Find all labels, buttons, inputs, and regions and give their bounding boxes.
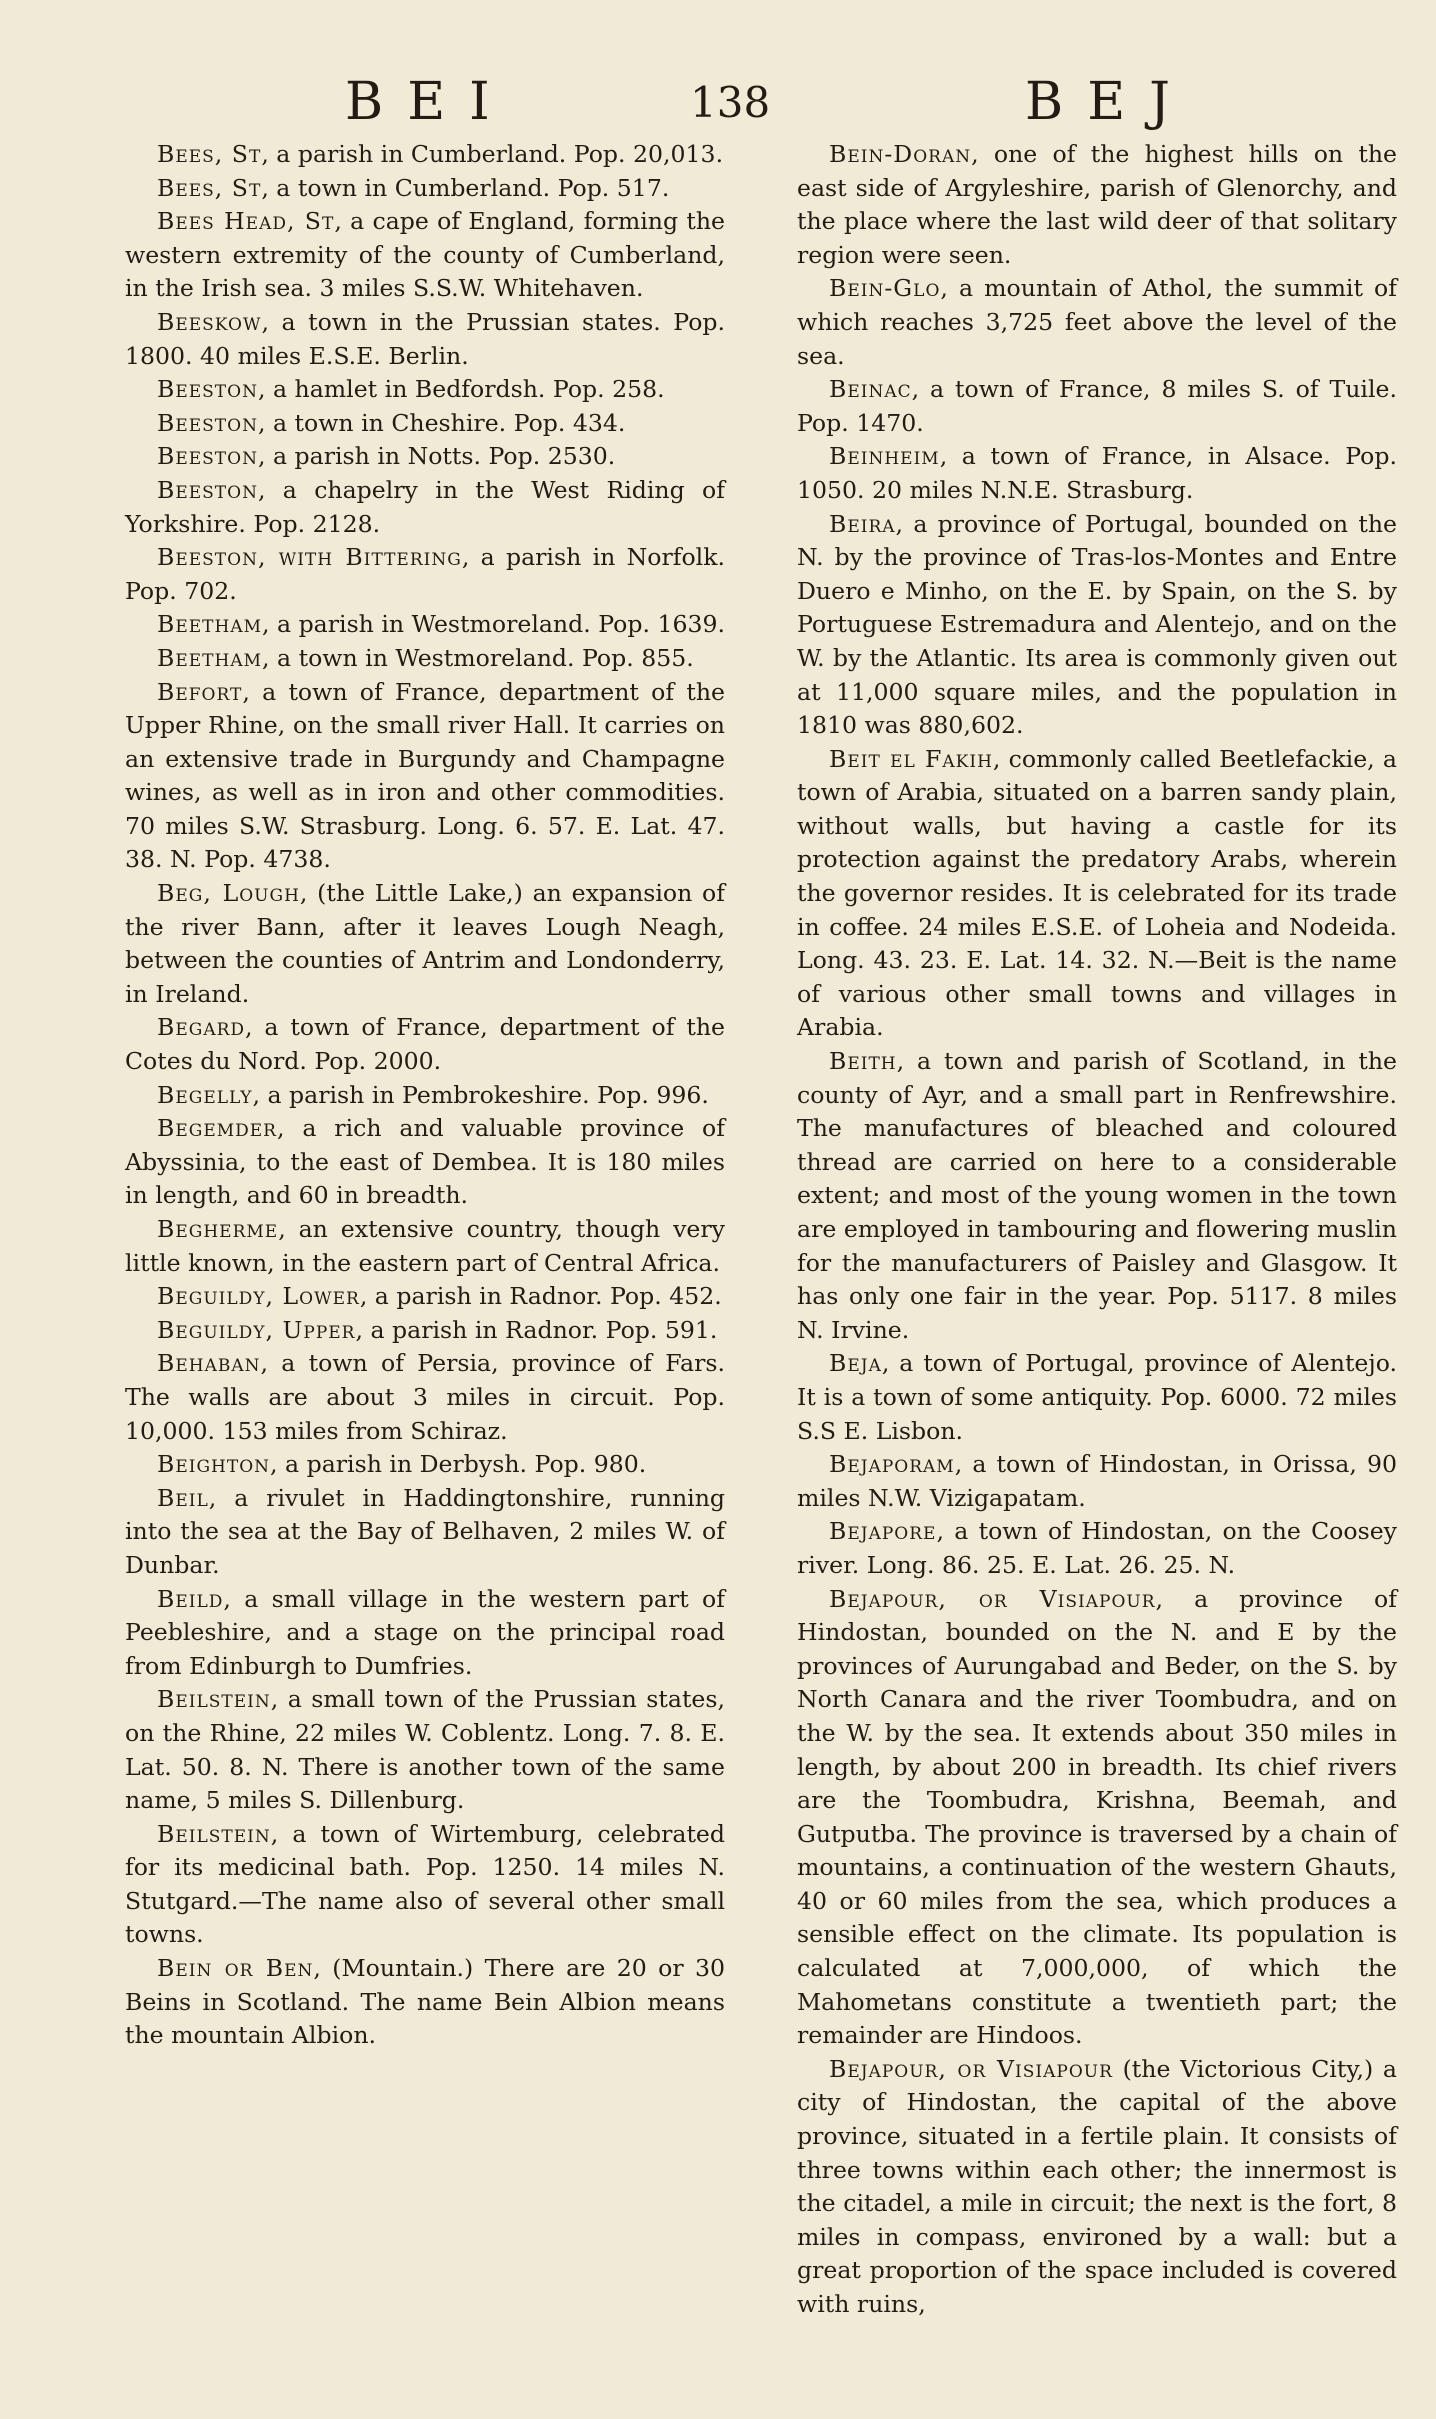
dictionary-entry xyxy=(125,1347,725,1448)
entry-headword: Beeston xyxy=(157,375,258,404)
dictionary-entry xyxy=(125,373,725,407)
dictionary-entry xyxy=(797,743,1397,1045)
entry-text: , a parish in Pembrokeshire. Pop. 996. xyxy=(252,1080,709,1109)
entry-text: , (the Little Lake,) an expansion of the river Bann, after it leaves Lough Neagh, between the counties of Antrim and Londonderry, in Ireland. xyxy=(125,879,725,1008)
entry-headword: Beeston xyxy=(157,442,258,471)
entry-text: , a town of Wirtemburg, celebrated for its medicinal bath. Pop. 1250. 14 miles N. Stutgard.—The name also of several other small towns. xyxy=(125,1819,725,1949)
entry-text: , a town of Hindostan, on the Coosey river. Long. 86. 25. E. Lat. 26. 25. N. xyxy=(797,1517,1397,1579)
entry-headword: Bein-Glo xyxy=(829,274,941,303)
entry-headword: Bein-Doran xyxy=(829,140,972,168)
dictionary-entry xyxy=(125,407,725,441)
dictionary-entry xyxy=(797,508,1397,743)
entry-headword: Beeskow xyxy=(157,307,262,336)
entry-headword: Beg, Lough xyxy=(157,879,300,908)
entry-text: , a small village in the western part of Peebleshire, and a stage on the principal road from Edinburgh to Dumfries. xyxy=(125,1584,725,1680)
entry-headword: Bejaporam xyxy=(829,1450,955,1479)
entry-headword: Beinheim xyxy=(829,442,940,471)
entry-text: , a mountain of Athol, the summit of which reaches 3,725 feet above the level of the sea. xyxy=(797,274,1397,370)
entry-text: , a town of France, in Alsace. Pop. 1050. 20 miles N.N.E. Strasburg. xyxy=(797,442,1397,504)
entry-headword: Begard xyxy=(157,1013,246,1042)
entry-text: , a parish in Notts. Pop. 2530. xyxy=(257,442,616,471)
entry-text: , (Mountain.) There are 20 or 30 Beins in Scotland. The name Bein Albion means the mountain Albion. xyxy=(125,1954,725,2050)
dictionary-entry xyxy=(125,172,725,206)
entry-headword: Begherme xyxy=(157,1215,279,1243)
entry-headword: Bejapore xyxy=(829,1517,937,1546)
dictionary-entry xyxy=(125,1952,725,2053)
dictionary-entry xyxy=(125,474,725,541)
dictionary-entry xyxy=(797,1515,1397,1582)
entry-headword: Beith xyxy=(829,1047,897,1076)
dictionary-entry xyxy=(125,1683,725,1817)
dictionary-entry xyxy=(125,877,725,1011)
dictionary-entry xyxy=(797,440,1397,507)
entry-text: , a hamlet in Bedfordsh. Pop. 258. xyxy=(257,375,665,404)
entry-text: , a town in Cumberland. Pop. 517. xyxy=(261,173,670,202)
dictionary-entry xyxy=(125,1280,725,1314)
running-head xyxy=(0,72,1436,142)
dictionary-entry xyxy=(125,306,725,373)
entry-headword: Befort xyxy=(157,677,243,706)
entry-headword: Begelly xyxy=(157,1080,253,1109)
dictionary-entry xyxy=(797,1448,1397,1515)
dictionary-entry xyxy=(125,1011,725,1078)
entry-headword: Begemder xyxy=(157,1114,277,1143)
entry-headword: Bees, St xyxy=(157,140,262,168)
dictionary-entry xyxy=(797,1583,1397,2053)
dictionary-entry xyxy=(125,138,725,172)
dictionary-entry xyxy=(797,373,1397,440)
entry-headword: Beild xyxy=(157,1584,224,1613)
right-column xyxy=(797,138,1397,2322)
entry-headword: Beinac xyxy=(829,375,912,404)
entry-text: , a small town of the Prussian states, on the Rhine, 22 miles W. Coblentz. Long. 7. 8. E. Lat. 50. 8. N. There is another town of the same name, 5 miles S. Dillenburg. xyxy=(125,1685,725,1815)
running-head-left: BEI xyxy=(345,72,514,132)
entry-headword: Beetham xyxy=(157,610,263,639)
dictionary-entry xyxy=(797,1347,1397,1448)
entry-text: , a town of Hindostan, in Orissa, 90 miles N.W. Vizigapatam. xyxy=(797,1450,1397,1512)
entry-text: , a chapelry in the West Riding of Yorkshire. Pop. 2128. xyxy=(125,475,725,538)
entry-headword: Beit el Fakih xyxy=(829,744,993,773)
dictionary-entry xyxy=(797,1045,1397,1347)
entry-text: , one of the highest hills on the east side of Argyleshire, parish of Glenorchy, and the place where the last wild deer of that solitary region were seen. xyxy=(797,140,1397,269)
entry-headword: Bejapour, or Visiapour xyxy=(829,1584,1156,1613)
entry-headword: Beilstein xyxy=(157,1685,271,1714)
entry-text: , commonly called Beetlefackie, a town of Arabia, situated on a barren sandy plain, without walls, but having a castle for its protection against the predatory Arabs, wherein the governor resides. It is celebrated for its trade in coffee. 24 miles E.S.E. of Loheia and Nodeida. Long. 43. 23. E. Lat. 14. 32. N.—Beit is the name of various other small towns and villages in Arabia. xyxy=(797,744,1397,1042)
entry-text: , a parish in Radnor. Pop. 452. xyxy=(359,1282,722,1311)
entry-text: , a town of France, 8 miles S. of Tuile. Pop. 1470. xyxy=(797,375,1397,437)
entry-text: (the Victorious City,) a city of Hindostan, the capital of the above province, situated in a fertile plain. It consists of three towns within each other; the innermost is the citadel, a mile in circuit; the next is the fort, 8 miles in compass, environed by a wall: but a great proportion of the space included is covered with ruins, xyxy=(797,2054,1397,2318)
entry-headword: Bees, St xyxy=(157,173,262,202)
dictionary-entry xyxy=(125,676,725,878)
entry-text: , a rich and valuable province of Abyssinia, to the east of Dembea. It is 180 miles in length, and 60 in breadth. xyxy=(125,1114,725,1210)
dictionary-entry xyxy=(125,608,725,642)
entry-headword: Beja xyxy=(829,1349,882,1378)
entry-text: , a town and parish of Scotland, in the county of Ayr, and a small part in Renfrewshire. The manufactures of bleached and coloured thread are carried on here to a considerable extent; and most of the young women in the town are employed in tambouring and flowering muslin for the manufacturers of Paisley and Glasgow. It has only one fair in the year. Pop. 5117. 8 miles N. Irvine. xyxy=(797,1047,1397,1344)
entry-headword: Bees Head, St xyxy=(157,207,335,236)
dictionary-entry xyxy=(125,1213,725,1280)
entry-headword: Behaban xyxy=(157,1349,261,1378)
dictionary-entry xyxy=(125,1818,725,1952)
dictionary-entry xyxy=(125,642,725,676)
entry-headword: Beeston xyxy=(157,408,258,437)
entry-headword: Beighton xyxy=(157,1450,271,1479)
entry-text: , a province of Portugal, bounded on the N. by the province of Tras-los-Montes and Entre Duero e Minho, on the E. by Spain, on the S. by Portuguese Estremadura and Alentejo, and on the W. by the Atlantic. Its area is commonly given out at 11,000 square miles, and the population in 1810 was 880,602. xyxy=(797,509,1397,740)
entry-text: , a parish in Westmoreland. Pop. 1639. xyxy=(262,610,725,639)
entry-headword: Beilstein xyxy=(157,1819,271,1848)
entry-text: , a town of Portugal, province of Alentejo. It is a town of some antiquity. Pop. 6000. 72 miles S.S E. Lisbon. xyxy=(797,1349,1397,1445)
dictionary-entry xyxy=(125,1314,725,1348)
dictionary-entry xyxy=(797,2053,1397,2322)
entry-headword: Beguildy, Upper xyxy=(157,1315,356,1344)
page-number: 138 xyxy=(690,78,771,127)
entry-text: , a parish in Radnor. Pop. 591. xyxy=(355,1315,718,1344)
entry-text: , a town in the Prussian states. Pop. 1800. 40 miles E.S.E. Berlin. xyxy=(125,307,725,370)
entry-headword: Bejapour, or Visiapour xyxy=(829,2054,1113,2083)
entry-headword: Beeston xyxy=(157,475,258,504)
entry-text: , a rivulet in Haddingtonshire, running into the sea at the Bay of Belhaven, 2 miles W. of Dunbar. xyxy=(125,1483,725,1579)
entry-headword: Bein or Ben xyxy=(157,1954,314,1983)
entry-text: , a parish in Cumberland. Pop. 20,013. xyxy=(261,140,724,168)
entry-text: , a cape of England, forming the western extremity of the county of Cumberland, in the Irish sea. 3 miles S.S.W. Whitehaven. xyxy=(125,207,725,303)
dictionary-entry xyxy=(125,205,725,306)
running-head-right: BEJ xyxy=(1025,72,1195,132)
dictionary-entry xyxy=(125,1482,725,1583)
entry-headword: Beeston, with Bittering xyxy=(157,543,462,572)
dictionary-entry xyxy=(797,272,1397,373)
entry-headword: Beguildy, Lower xyxy=(157,1282,360,1311)
entry-headword: Beira xyxy=(829,509,896,538)
entry-text: , a town of France, department of the Cotes du Nord. Pop. 2000. xyxy=(125,1013,725,1076)
entry-text: , a parish in Derbysh. Pop. 980. xyxy=(270,1450,647,1479)
dictionary-entry xyxy=(125,1112,725,1213)
entry-text: , a province of Hindostan, bounded on the N. and E by the provinces of Aurungabad and Beder, on the S. by North Canara and the river Toombudra, and on the W. by the sea. It extends about 350 miles in length, by about 200 in breadth. Its chief rivers are the Toombudra, Krishna, Beemah, and Gutputba. The province is traversed by a chain of mountains, a continuation of the western Ghauts, 40 or 60 miles from the sea, which produces a sensible effect on the climate. Its population is calculated at 7,000,000, of which the Mahometans constitute a twentieth part; the remainder are Hindoos. xyxy=(797,1584,1397,2050)
entry-text: , a town of France, department of the Upper Rhine, on the small river Hall. It carries on an extensive trade in Burgundy and Champagne wines, as well as in iron and other commodities. 70 miles S.W. Strasburg. Long. 6. 57. E. Lat. 47. 38. N. Pop. 4738. xyxy=(125,677,725,874)
entry-text: , a parish in Norfolk. Pop. 702. xyxy=(125,543,726,605)
entry-text: , a town in Westmoreland. Pop. 855. xyxy=(262,643,694,672)
dictionary-entry xyxy=(125,440,725,474)
dictionary-entry xyxy=(125,1079,725,1113)
dictionary-entry xyxy=(125,541,725,608)
entry-text: , a town in Cheshire. Pop. 434. xyxy=(257,408,626,437)
entry-text: , a town of Persia, province of Fars. The walls are about 3 miles in circuit. Pop. 10,000. 153 miles from Schiraz. xyxy=(125,1349,725,1445)
dictionary-entry xyxy=(797,138,1397,272)
dictionary-entry xyxy=(125,1448,725,1482)
left-column xyxy=(125,138,725,2053)
entry-headword: Beil xyxy=(157,1483,209,1512)
dictionary-entry xyxy=(125,1583,725,1684)
entry-text: , an extensive country, though very little known, in the eastern part of Central Africa. xyxy=(125,1215,725,1277)
entry-headword: Beetham xyxy=(157,643,263,672)
